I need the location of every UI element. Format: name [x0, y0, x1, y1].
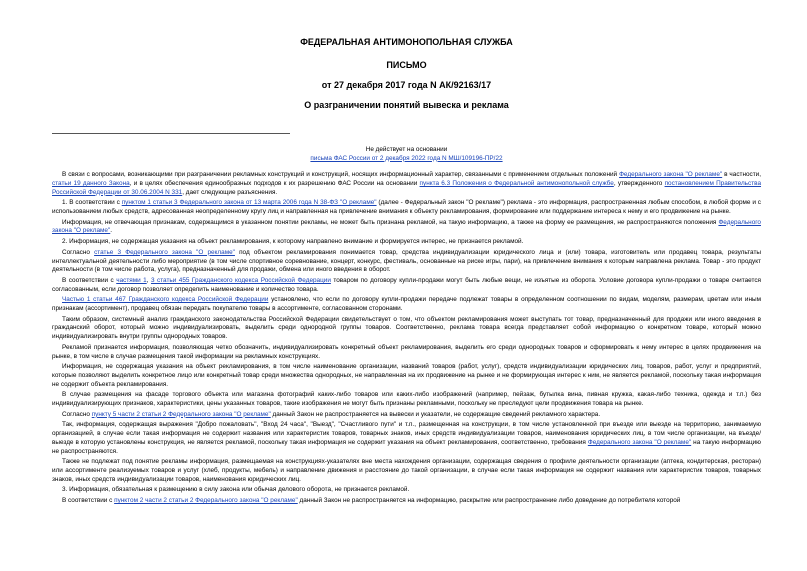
- paragraph-text: данный Закон не распространяется на вывески и указатели, не содержащие сведений рекламного характера.: [270, 410, 601, 418]
- body-paragraph: [52, 363, 761, 389]
- header-divider: [52, 133, 290, 134]
- paragraph-text: товаром по договору купли-продажи могут быть любые вещи, не изъятые из оборота. Условие договора купли-продажи о товаре считается согласованным, если договор позволяет определить наименование и количество товара.: [52, 276, 762, 293]
- paragraph-text: Согласно: [62, 410, 92, 418]
- paragraph-text: 3. Информация, обязательная к размещению в силу закона или обычая делового оборота, не признается рекламой.: [62, 486, 410, 494]
- paragraph-text: в частности,: [722, 171, 761, 179]
- law-reference-link[interactable]: статьи 19 данного Закона: [52, 179, 130, 187]
- law-reference-link[interactable]: Федерального закона "О рекламе": [587, 438, 692, 446]
- paragraph-text: .: [110, 227, 113, 235]
- law-reference-link[interactable]: пункта 6.3 Положения о Федеральной антимонопольной службе: [419, 179, 614, 187]
- law-reference-link[interactable]: пунктом 2 части 2 статьи 2 Федерального закона "О рекламе": [114, 497, 298, 505]
- document-body: [52, 171, 761, 506]
- paragraph-text: В соответствии с: [62, 497, 115, 505]
- body-paragraph: [52, 277, 761, 294]
- law-reference-link[interactable]: Федерального закона "О рекламе": [52, 218, 761, 235]
- body-paragraph: [52, 238, 761, 247]
- law-reference-link[interactable]: статье 3 Федерального закона "О рекламе": [94, 248, 235, 256]
- body-paragraph: [52, 421, 761, 456]
- body-paragraph: [52, 219, 761, 236]
- document-date: от 27 декабря 2017 года N АК/92163/17: [321, 80, 492, 90]
- document-org: ФЕДЕРАЛЬНАЯ АНТИМОНОПОЛЬНАЯ СЛУЖБА: [300, 37, 513, 47]
- paragraph-text: Таким образом, системный анализ гражданского законодательства Российской Федерации свидетельствует о том, что объектом рекламирования может выступать тот товар, предназначенный для продажи или иного введения в гражданский оборот, который можно индивидуализировать, выделить среди однородной группы товаров. Соответственно, реклама товара всегда представляет собой информацию о конкретном товаре, который можно индивидуализировать внутри группы однородных товаров.: [52, 315, 761, 341]
- status-text: Не действует на основании: [365, 146, 448, 153]
- body-paragraph: [52, 458, 761, 484]
- paragraph-text: Информация, не отвечающая признакам, содержащимся в указанном понятии рекламы, не может быть признана рекламой, на такую информацию, а также на форму ее размещения, не распространяются положения: [62, 218, 719, 226]
- paragraph-text: Так, информация, содержащая выражения "Добро пожаловать", "Вход 24 часа", "Выезд", "Счастливого пути" и т.п., размещенная на конструкции, в том числе установленной при въезде или выезде на территорию, занимаемую организацией, в случае если такая информация не содержит названия или характеристик товаров, товарных знаков, иных средств индивидуализации товаров, наименования юридических лиц, в том числе организации, на въезде/выезде в которую установлены конструкция, не является рекламой, поскольку такая информация не содержит указания на объект рекламирования, соответственно, требования: [52, 421, 761, 446]
- body-paragraph: [52, 391, 761, 408]
- status-link[interactable]: письма ФАС России от 2 декабря 2022 года N МШ/109196-ПР/22: [310, 154, 503, 162]
- law-reference-link[interactable]: частями 1: [116, 276, 147, 284]
- paragraph-text: Согласно: [62, 248, 95, 256]
- body-paragraph: [52, 171, 761, 197]
- law-reference-link[interactable]: Федерального закона "О рекламе": [619, 171, 723, 179]
- paragraph-text: данный Закон не распространяется на информацию, раскрытие или распространение либо доведение до потребителя которой: [297, 497, 681, 505]
- paragraph-text: 2. Информация, не содержащая указания на объект рекламирования, к которому направлено внимание и формируется интерес, не признается рекламой.: [62, 238, 524, 246]
- paragraph-text: Информация, не содержащая указания на объект рекламирования, в том числе наименование организации, названий товаров (работ, услуг), средств индивидуализации юридических лиц, товаров, работ, услуг и предприятий, которые позволяют выделить конкретное лицо или конкретный товар среди множества однородных, не направленная на их продвижение на рынке и не формирующая интерес к ним, не является рекламой, поскольку такая информация не содержит объекта рекламирования.: [52, 363, 761, 388]
- body-paragraph: [52, 249, 761, 275]
- paragraph-text: ,: [146, 276, 151, 284]
- paragraph-text: В соответствии с: [62, 276, 117, 284]
- body-paragraph: [52, 316, 761, 342]
- paragraph-text: (далее - Федеральный закон "О рекламе") реклама - это информация, распространенная любым способом, в любой форме и с использованием любых средств, адресованная неопределенному кругу лиц и направленная на привлечение внимания к объекту рекламирования, формирование или поддержание интереса к нему и его продвижение на рынке.: [52, 199, 761, 215]
- paragraph-text: В связи с вопросами, возникающими при разграничении рекламных конструкций и конструкций, носящих информационный характер, связанными с применением отдельных положений: [62, 171, 620, 179]
- body-paragraph: [52, 497, 761, 506]
- law-reference-link[interactable]: 3 статьи 455 Гражданского кодекса Российской Федерации: [150, 276, 331, 284]
- body-paragraph: [52, 344, 761, 361]
- law-reference-link[interactable]: пункту 5 части 2 статьи 2 Федерального закона "О рекламе": [91, 410, 271, 418]
- paragraph-text: на такую информацию не распространяются.: [52, 438, 761, 455]
- body-paragraph: [52, 486, 761, 495]
- paragraph-text: под объектом рекламирования понимается товар, средства индивидуализации юридического лица и (или) товара, изготовитель или продавец товара, результаты интеллектуальной деятельности либо мероприятие (в том числе спортивное соревнование, концерт, конкурс, фестиваль, основанные на риске игры, пари), на привлечение внимания к которым направлена реклама. Товар - это продукт деятельности (в том числе работа, услуга), предназначенный для продажи, обмена или иного введения в оборот.: [52, 248, 761, 274]
- paragraph-text: , дает следующие разъяснения.: [182, 188, 278, 196]
- paragraph-text: Также не подлежат под понятие рекламы информация, размещаемая на конструкциях-указателях вне места нахождения организации, содержащая сведения о профиле деятельности организации (аптека, кондитерская, ресторан) или ассортименте реализуемых товаров и услуг (хлеб, продукты, мебель) и направление движения и расстояние до такой организации, в случае если такая информация не содержит названия или характеристик товаров, товарных знаков, иных средств индивидуализации товаров, наименования юридических лиц.: [52, 458, 761, 483]
- document-subject: О разграничении понятий вывеска и реклама: [304, 100, 509, 110]
- law-reference-link[interactable]: Частью 1 статьи 467 Гражданского кодекса Российской Федерации: [62, 296, 269, 304]
- law-reference-link[interactable]: постановлением Правительства Российской Федерации от 30.06.2004 N 331: [52, 179, 762, 196]
- paragraph-text: Рекламой признается информация, позволяющая четко обозначить, индивидуализировать конкретный объект рекламирования, выделить его среди однородных товаров и сформировать к нему интерес в целях продвижения на рынке, в том числе в случае размещения такой информации на рекламных конструкциях.: [52, 343, 761, 360]
- law-reference-link[interactable]: пунктом 1 статьи 3 Федерального закона от 13 марта 2006 года N 38-ФЗ "О рекламе": [121, 199, 377, 207]
- paragraph-text: , утвержденного: [613, 179, 665, 187]
- document-type: ПИСЬМО: [386, 60, 427, 70]
- paragraph-text: установлено, что если по договору купли-продажи передаче подлежат товары в определенном соотношении по видам, моделям, размерам, цветам или иным признакам (ассортимент), продавец обязан передать покупателю товары в ассортименте, согласованном сторонами.: [52, 296, 761, 313]
- document-status: [52, 146, 761, 163]
- body-paragraph: [52, 296, 761, 313]
- body-paragraph: [52, 199, 761, 216]
- body-paragraph: [52, 411, 761, 420]
- paragraph-text: 1. В соответствии с: [62, 199, 122, 207]
- paragraph-text: В случае размещения на фасаде торгового объекта или магазина фотографий каких-либо товаров или каких-либо изображений (например, пейзаж, бутылка вина, пивная кружка, какая-либо техника, одежда и т.п.) без индивидуализирующих признаков, характеристики, цены указанных товаров, такие изображения не могут быть признаны рекламными, поскольку не преследуют цели продвижения товара на рынке.: [52, 391, 761, 408]
- paragraph-text: , и в целях обеспечения единообразных подходов к их разрешению ФАС России на основании: [129, 179, 420, 187]
